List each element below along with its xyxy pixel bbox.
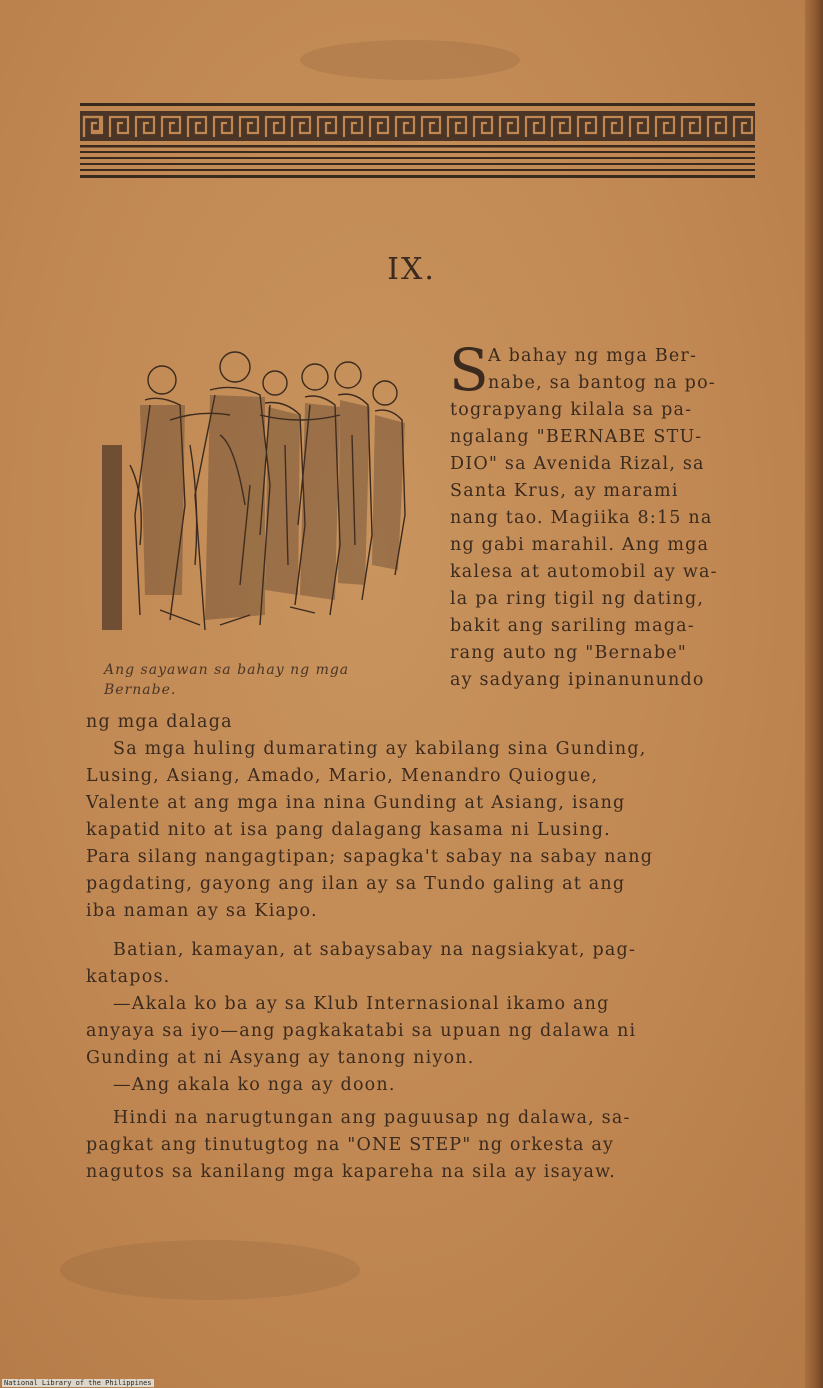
text-line: —Akala ko ba ay sa Klub Internasional ikamo ang bbox=[86, 994, 610, 1014]
text-line: ngalang "BERNABE STU- bbox=[450, 427, 703, 447]
dancing-couples-illustration bbox=[100, 345, 420, 640]
chapter-ornament-band bbox=[80, 101, 755, 181]
drop-cap-letter: S bbox=[449, 336, 489, 404]
paper-stain bbox=[60, 1240, 360, 1300]
footer-credit: National Library of the Philippines bbox=[4, 1379, 152, 1387]
text-line: nabe, sa bantog na po- bbox=[488, 373, 716, 393]
text-line: A bahay ng mga Ber- bbox=[488, 346, 698, 366]
text-line: Para silang nangagtipan; sapagka't sabay na sabay nang bbox=[86, 847, 654, 867]
text-line: katapos. bbox=[86, 967, 171, 987]
text-line: Hindi na narugtungan ang paguusap ng dalawa, sa- bbox=[86, 1108, 631, 1128]
text-line: bakit ang sariling maga- bbox=[450, 616, 695, 636]
text-line: rang auto ng "Bernabe" bbox=[450, 643, 688, 663]
text-line: Gunding at ni Asyang ay tanong niyon. bbox=[86, 1048, 475, 1068]
text-line: ng mga dalaga bbox=[86, 712, 233, 732]
text-line: Sa mga huling dumarating ay kabilang sina Gunding, bbox=[86, 739, 647, 759]
text-line: tograpyang kilala sa pa- bbox=[450, 400, 693, 420]
text-line: anyaya sa iyo—ang pagkakatabi sa upuan ng dalawa ni bbox=[86, 1021, 637, 1041]
text-line: ay sadyang ipinanunundo bbox=[450, 670, 705, 690]
paper-stain bbox=[300, 40, 520, 80]
text-line: nang tao. Magiika 8:15 na bbox=[450, 508, 713, 528]
illustration-caption bbox=[104, 660, 434, 700]
text-line: —Ang akala ko nga ay doon. bbox=[86, 1075, 396, 1095]
chapter-number: IX. bbox=[387, 252, 436, 287]
text-line: iba naman ay sa Kiapo. bbox=[86, 901, 318, 921]
caption-line: Bernabe. bbox=[104, 682, 177, 698]
text-line: kalesa at automobil ay wa- bbox=[450, 562, 718, 582]
text-line: kapatid nito at isa pang dalagang kasama ni Lusing. bbox=[86, 820, 611, 840]
caption-line: Ang sayawan sa bahay ng mga bbox=[104, 662, 350, 678]
text-line: Santa Krus, ay marami bbox=[450, 481, 679, 501]
text-line: Lusing, Asiang, Amado, Mario, Menandro Quiogue, bbox=[86, 766, 599, 786]
text-line: Batian, kamayan, at sabaysabay na nagsiakyat, pag- bbox=[86, 940, 637, 960]
text-line: Valente at ang mga ina nina Gunding at Asiang, isang bbox=[86, 793, 626, 813]
text-line: pagdating, gayong ang ilan ay sa Tundo galing at ang bbox=[86, 874, 626, 894]
text-line: DIO" sa Avenida Rizal, sa bbox=[450, 454, 705, 474]
page-edge bbox=[805, 0, 823, 1388]
text-line: ng gabi marahil. Ang mga bbox=[450, 535, 710, 555]
text-line: nagutos sa kanilang mga kapareha na sila ay isayaw. bbox=[86, 1162, 617, 1182]
text-line: pagkat ang tinutugtog na "ONE STEP" ng orkesta ay bbox=[86, 1135, 615, 1155]
text-line: la pa ring tigil ng dating, bbox=[450, 589, 705, 609]
